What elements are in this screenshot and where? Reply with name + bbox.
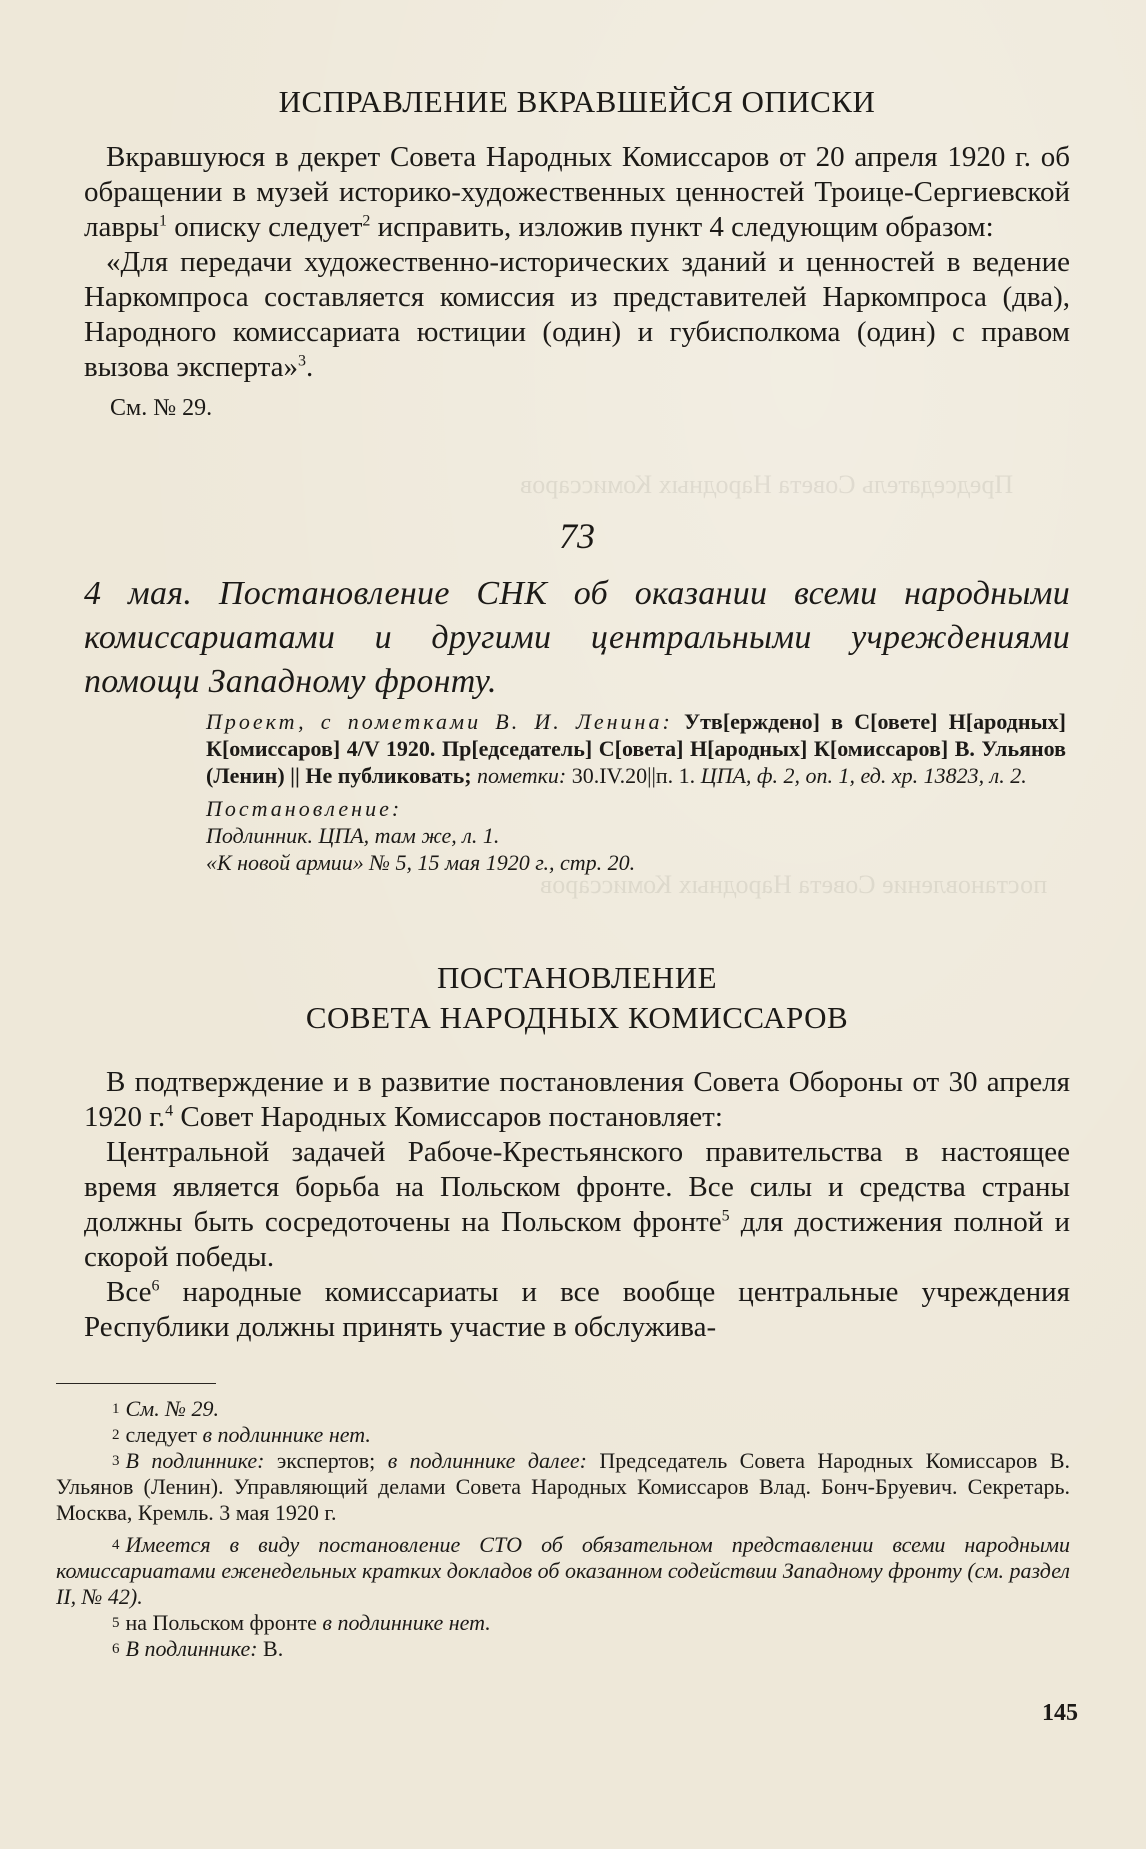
- cross-reference: См. № 29.: [110, 395, 213, 421]
- footnote-ref: 1: [159, 212, 168, 230]
- source-notes: [206, 708, 1066, 876]
- footnote: $^1$ См. № 29.: [112, 1396, 219, 1421]
- correction-paragraph: Вкравшуюся в декрет Совета Народных Комиссаров от 20 апреля 1920 г. об обращении в музей историко-художественных ценностей Троице-Сергиевской лавры$^1$ описку следует$^2$ исправить, изложив пункт 4 следующим образом:: [84, 141, 1070, 243]
- footnote: $^4$ Имеется в виду постановление СТО об обязательном представлении всеми народными комиссариатами еженедельных кратких докладов об оказанном содействии Западному фронту (см. раздел II, № 42).: [56, 1532, 1070, 1609]
- source-draft: Проект, с пометками В. И. Ленина: Утв[ерждено] в С[овете] Н[ародных] К[омиссаров] 4/V 1920. Пр[едседатель] С[овета] Н[ародных] К[омиссаров] В. Ульянов (Ленин) || Не публиковать; пометки: 30.IV.20||п. 1. ЦПА, ф. 2, оп. 1, ед. хр. 13823, л. 2.: [206, 709, 1066, 788]
- show-through-text: Председатель Совета Народных Комиссаров: [520, 470, 1014, 499]
- document-title-block: [84, 572, 1070, 704]
- source-original: Подлинник. ЦПА, там же, л. 1.: [206, 823, 500, 848]
- resolution-heading-line1: ПОСТАНОВЛЕНИЕ: [436, 960, 718, 995]
- source-resolution-label: Постановление:: [206, 796, 403, 821]
- footnote-divider: [56, 1383, 216, 1384]
- section-heading: ИСПРАВЛЕНИЕ ВКРАВШЕЙСЯ ОПИСКИ: [278, 84, 876, 119]
- footnote: $^5$ на Польском фронте в подлиннике нет.: [112, 1610, 491, 1635]
- footnote-ref: 5: [721, 1207, 730, 1225]
- source-publication: «К новой армии» № 5, 15 мая 1920 г., стр. 20.: [206, 850, 636, 875]
- page-number: 145: [1042, 1700, 1078, 1726]
- footnote-ref: 2: [362, 212, 371, 230]
- correction-body: [84, 140, 1070, 423]
- footnote-ref: 3: [298, 352, 306, 370]
- resolution-paragraph: Центральной задачей Рабоче-Крестьянского правительства в настоящее время является борьба на Польском фронте. Все силы и средства страны должны быть сосредоточены на Польском фронте$^5$ для достижения полной и скорой победы.: [84, 1136, 1070, 1273]
- footnote-ref: 4: [165, 1102, 174, 1120]
- correction-quote: «Для передачи художественно-исторических зданий и ценностей в ведение Наркомпроса составляется комиссия из представителей Наркомпроса (два), Народного комиссариата юстиции (один) и губисполкома (один) с правом вызова эксперта»$^3$.: [84, 246, 1070, 383]
- footnote: $^2$ следует в подлиннике нет.: [112, 1422, 371, 1447]
- document-title: 4 мая. Постановление СНК об оказании всеми народными комиссариатами и другими центральными учреждениями помощи Западному фронту.: [84, 575, 1070, 700]
- resolution-heading-line2: СОВЕТА НАРОДНЫХ КОМИССАРОВ: [305, 1000, 849, 1035]
- show-through-text: постановление Совета Народных Комиссаров: [540, 870, 1048, 899]
- footnote-ref: 6: [151, 1277, 160, 1295]
- footnote: $^3$ В подлиннике: экспертов; в подлиннике далее: Председатель Совета Народных Комиссаров В. Ульянов (Ленин). Управляющий делами Совета Народных Комиссаров Влад. Бонч-Бруевич. Секретарь. Москва, Кремль. 3 мая 1920 г.: [56, 1448, 1070, 1525]
- footnote: $^6$ В подлиннике: В.: [112, 1636, 284, 1661]
- footnotes: [56, 1396, 1070, 1662]
- resolution-paragraph: В подтверждение и в развитие постановления Совета Обороны от 30 апреля 1920 г.$^4$ Совет Народных Комиссаров постановляет:: [84, 1066, 1070, 1133]
- resolution-paragraph: Все$^6$ народные комиссариаты и все вообще центральные учреждения Республики должны принять участие в обслужива-: [84, 1276, 1070, 1343]
- resolution-body: [84, 1065, 1070, 1345]
- document-number: 73: [559, 516, 595, 556]
